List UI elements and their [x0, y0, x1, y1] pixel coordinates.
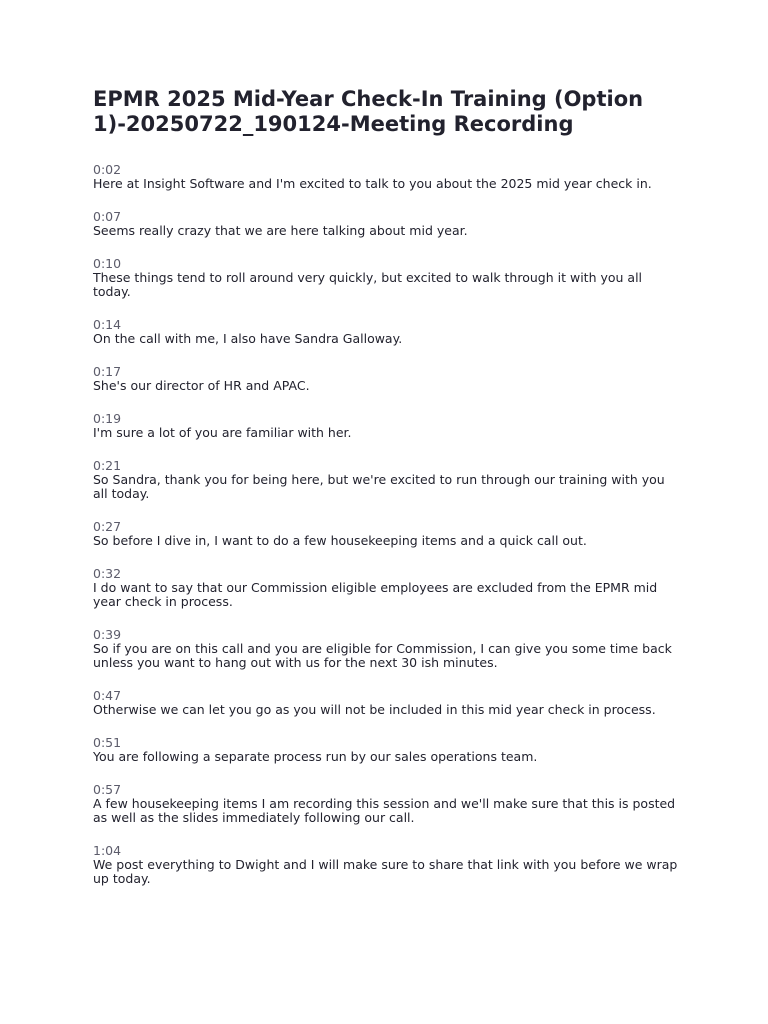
entry-timestamp: 0:27: [93, 519, 122, 534]
entry-timestamp: 0:51: [93, 735, 122, 750]
entry-text: We post everything to Dwight and I will make sure to share that link with you before we wrap up today.: [93, 857, 678, 886]
entry-timestamp: 0:19: [93, 411, 122, 426]
entry-timestamp: 0:02: [93, 162, 122, 177]
transcript-entry: [93, 736, 678, 764]
transcript-entry: [93, 365, 678, 393]
entry-timestamp: 1:04: [93, 843, 122, 858]
entry-timestamp: 0:07: [93, 209, 122, 224]
entry-text: So before I dive in, I want to do a few housekeeping items and a quick call out.: [93, 533, 587, 548]
entry-timestamp: 0:10: [93, 256, 122, 271]
transcript-entry: [93, 412, 678, 440]
transcript-entry: [93, 210, 678, 238]
transcript-entry: [93, 567, 678, 609]
transcript-entry: [93, 844, 678, 886]
entry-text: These things tend to roll around very quickly, but excited to walk through it with you all today.: [93, 270, 643, 299]
entry-text: She's our director of HR and APAC.: [93, 378, 310, 393]
entry-text: Here at Insight Software and I'm excited to talk to you about the 2025 mid year check in.: [93, 176, 652, 191]
entry-timestamp: 0:39: [93, 627, 122, 642]
entry-text: So if you are on this call and you are eligible for Commission, I can give you some time back unless you want to hang out with us for the next 30 ish minutes.: [93, 641, 672, 670]
transcript-entry: [93, 783, 678, 825]
entry-text: Otherwise we can let you go as you will not be included in this mid year check in process.: [93, 702, 656, 717]
entry-timestamp: 0:32: [93, 566, 122, 581]
entry-text: I do want to say that our Commission eligible employees are excluded from the EPMR mid year check in process.: [93, 580, 658, 609]
transcript-entry: [93, 318, 678, 346]
entry-text: On the call with me, I also have Sandra Galloway.: [93, 331, 403, 346]
document-title: EPMR 2025 Mid-Year Check-In Training (Option 1)-20250722_190124-Meeting Recording: [93, 87, 644, 136]
transcript-entry: [93, 459, 678, 501]
entry-text: A few housekeeping items I am recording this session and we'll make sure that this is posted as well as the slides immediately following our call.: [93, 796, 676, 825]
entry-text: Seems really crazy that we are here talking about mid year.: [93, 223, 468, 238]
entry-text: You are following a separate process run by our sales operations team.: [93, 749, 538, 764]
transcript-entry: [93, 257, 678, 299]
entry-timestamp: 0:17: [93, 364, 122, 379]
entry-timestamp: 0:14: [93, 317, 122, 332]
entry-text: I'm sure a lot of you are familiar with her.: [93, 425, 352, 440]
entry-timestamp: 0:57: [93, 782, 122, 797]
transcript-entry: [93, 520, 678, 548]
transcript-entry: [93, 689, 678, 717]
entry-timestamp: 0:47: [93, 688, 122, 703]
entry-timestamp: 0:21: [93, 458, 122, 473]
transcript-entry: [93, 628, 678, 670]
transcript-entry: [93, 163, 678, 191]
entry-text: So Sandra, thank you for being here, but we're excited to run through our training with you all today.: [93, 472, 665, 501]
